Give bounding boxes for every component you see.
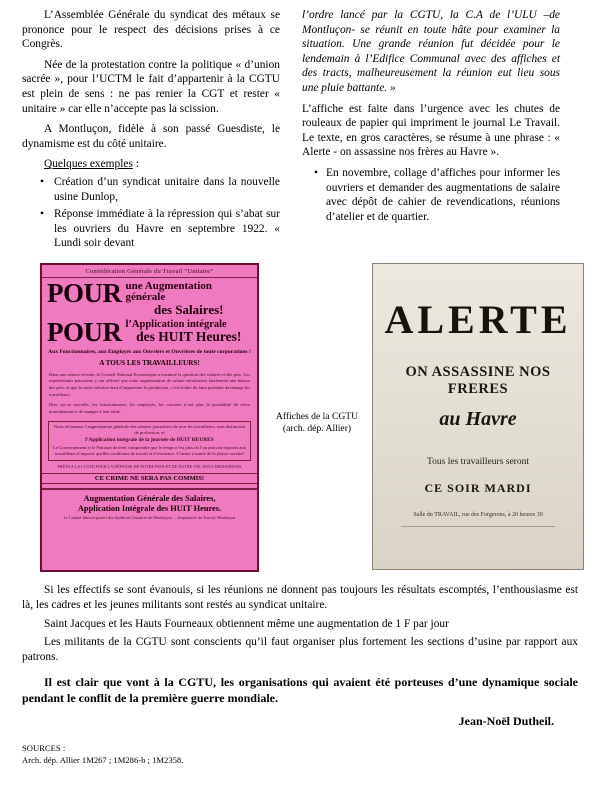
left-column [22,8,280,255]
poster-claim-highlight: l’Application intégrale de la journée de HUIT HEURES [85,436,214,443]
sources-text: Arch. dép. Allier 1M267 ; 1M286-b ; 1M2358. [22,754,184,765]
examples-heading-underline: Quelques exemples [44,158,133,171]
poster-header: Confédération Générale du Travail “Unitaire” [42,265,257,278]
posters-area [22,263,578,573]
poster-body: Dans une séance récente, le Conseil National Economique a examiné la question des salaires et des prix. Les représentants patronaux y ont affirmé que toute augmentation de salaire entraînerait fatalement une hausse des prix, et que la seule solution était d’augmenter la production, c’est-à-dire de faire produire davantage les travailleurs. [49,371,250,397]
poster-line-big: des Salaires! [154,301,224,317]
poster-line-small: l’Application intégrale [125,318,227,330]
sources-label: SOURCES : [22,743,66,754]
author-signature: Jean-Noël Dutheil. [458,714,554,729]
poster-appeal: PRÊTS A LA LUTTE POUR LA DÉFENSE DE NOTRE PAIN ET DE NOTRE VIE, NOUS DEMANDONS [57,464,242,470]
paragraph: L’Assemblée Générale du syndicat des métaux se prononce pour le respect des décisions prises à ce Congrès. [22,9,280,51]
poster-claim-line-1: Nous réclamons l’augmentation générale des salaires journaliers de tous les travailleurs, sans distinction de profession, et [53,423,246,436]
poster-headline-1 [42,278,257,317]
poster-body-2: Bien qu’on travaille, les fonctionnaires, les employés, les ouvriers n’ont plus la possibilité de vivre normalement et de manger à leur faim! [49,402,250,415]
poster-claim-line-2: Le Gouvernement et le Patronat doivent comprendre que le temps n’est plus où l’on pouvait imposer aux travailleurs n’importe quelles conditions de travail et d’existence. L’heure a sonné de la justice sociale! [53,444,246,457]
caption-line-2: (arch. dép. Allier) [282,423,352,435]
bullet-dot: • [314,166,318,179]
conclusion-paragraph: Il est clair que vont à la CGTU, les organisations qui avaient été porteuses d’une dynamique sociale pendant le conflit de la première guerre mondiale. [22,675,578,705]
poster-word-pour: POUR [47,277,122,308]
sources-block [22,743,578,766]
examples-heading [22,157,280,172]
right-column [302,8,560,230]
poster-alerte [372,263,584,570]
poster-fold-line [401,526,555,527]
poster-line-2: ON ASSASSINE NOS FRERES [405,363,551,397]
poster-subhead-2: A TOUS LES TRAVAILLEURS! [99,358,200,367]
posters-caption [267,411,367,436]
poster-line-5: CE SOIR MARDI [424,480,532,495]
bullet-row [302,166,560,224]
poster-title: ALERTE [384,296,572,342]
paragraph: L’affiche est faite dans l’urgence avec les chutes de rouleaux de papier qui impriment le journal Le Travail. Le texte, en gros caractères, se résume à une phrase : « Alerte - on assassine nos frères au Havre ». [302,102,560,159]
examples-list [22,175,280,251]
caption-line-1: Affiches de la CGTU [275,410,359,422]
poster-strip: CE CRIME NE SERA PAS COMMIS! [42,473,257,484]
paragraph: Les militants de la CGTU sont conscients qu’il faut organiser plus fortement les sections d’usine par rapport aux patrons. [22,636,578,664]
poster-line-3: au Havre [439,407,517,430]
paragraph: A Montluçon, fidèle à son passé Guesdiste, le dynamisme est du côté unitaire. [22,123,280,150]
poster-line-small: une Augmentation générale [125,279,212,303]
list-item: • Réponse immédiate à la répression qui s’abat sur les ouvriers du Havre en septembre 1922. « Lundi soir devant [54,207,280,251]
poster-cgtu-salaires [40,263,259,572]
poster-footer [42,488,257,515]
poster-line-4: Tous les travailleurs seront [427,456,529,467]
poster-line-6: Salle du TRAVAIL, rue des Forgerons, à 20 heures 30 [413,511,543,518]
bottom-text [22,583,578,767]
text-columns [22,8,578,255]
poster-line-big: des HUIT Heures! [136,329,242,345]
poster-claim-box [48,421,251,461]
poster-imprint: Le Comité Intercorporatif des Syndicats Unitaires de Montluçon — Imprimerie du Travail, Montluçon [63,515,236,521]
paragraph: Saint Jacques et les Hauts Fourneaux obtiennent même une augmentation de 1 F par jour [44,617,449,630]
poster-footer-line-2: Application Intégrale des HUIT Heures. [77,503,222,513]
bullet-text: En novembre, collage d’affiches pour informer les ouvriers et demander des augmentations de salaire avec dépôt de cahier de revendications, réunions d’atelier et de quartier. [326,166,560,223]
list-item: • Création d’un syndicat unitaire dans la nouvelle usine Dunlop, [54,175,280,204]
poster-headline-2 [42,317,257,346]
poster-subhead: Aux Fonctionnaires, aux Employés aux Ouvriers et Ouvrières de toute corporations ! [48,349,251,356]
paragraph: Si les effectifs se sont évanouis, si les réunions ne donnent pas toujours les résultats escomptés, l’enthousiasme est là, les cadres et les jeunes militants sont restés au syndicat unitaire. [22,583,578,611]
examples-heading-colon: : [132,158,139,171]
quote-paragraph: l’ordre lancé par la CGTU, la C.A de l’ULU –de Montluçon- se réunit en toute hâte pour examiner la situation. Une grande réunion fut décidée pour le lendemain à l’Edifice Communal avec des affiches et des tracts, malheureusement la réunion eut lieu sous une pluie battante. » [302,9,560,94]
poster-word-pour: POUR [47,316,122,347]
poster-footer-line-1: Augmentation Générale des Salaires, [83,494,216,503]
paragraph: Née de la protestation contre la politique « d’union sacrée », pour l’UCTM le fait d’appartenir à la CGTU est plein de sens : ne pas renier la CGT et rester « unitaire » car elle n’accepte pas la scission. [22,58,280,115]
